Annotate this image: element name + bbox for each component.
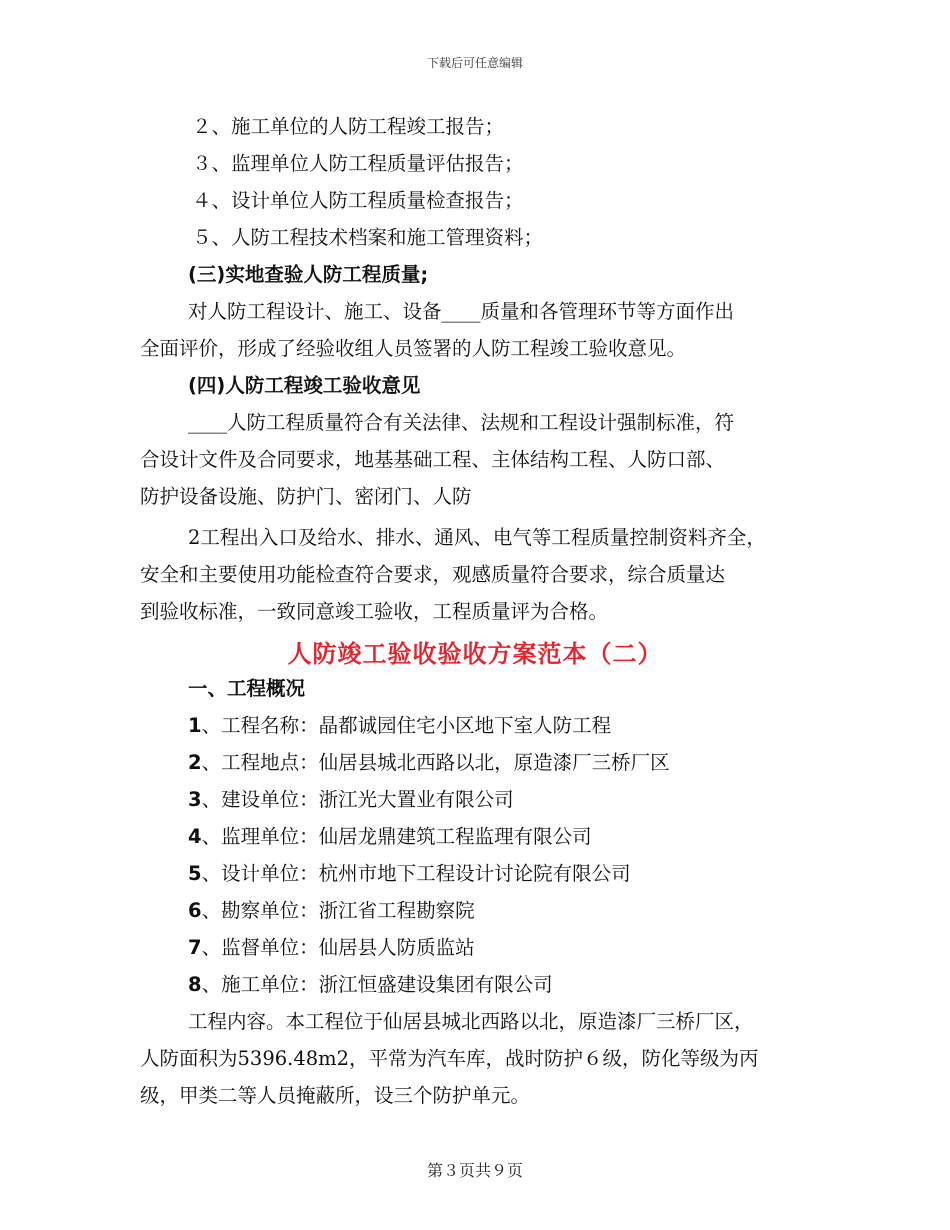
section-heading: (三)实地查验人防工程质量;	[188, 263, 429, 286]
paragraph-line: 2工程出入口及给水、排水、通风、电气等工程质量控制资料齐全，	[188, 526, 766, 549]
paragraph-line: 工程内容。本工程位于仙居县城北西路以北，原造漆厂三桥厂区，	[188, 1010, 754, 1033]
item-text: 、监督单位：仙居县人防质监站	[201, 936, 475, 959]
list-item: ４、设计单位人防工程质量检查报告；	[192, 189, 524, 212]
list-item	[188, 824, 592, 850]
paragraph-line: 合设计文件及合同要求，地基基础工程、主体结构工程、人防口部、	[140, 448, 726, 471]
item-number: 4	[188, 825, 202, 848]
item-number: 3	[188, 788, 202, 811]
item-text: 、施工单位：浙江恒盛建设集团有限公司	[201, 973, 553, 996]
list-item	[188, 861, 631, 887]
item-text: 、勘察单位：浙江省工程勘察院	[201, 899, 475, 922]
paragraph-line: 人防面积为5396.48m2，平常为汽车库，战时防护６级，防化等级为丙	[140, 1047, 759, 1070]
paragraph-line: 防护设备设施、防护门、密闭门、人防	[140, 485, 472, 508]
item-number: 7	[188, 936, 202, 959]
section-heading: 一、工程概况	[188, 677, 306, 700]
page-header: 下载后可任意编辑	[426, 56, 523, 70]
list-item	[188, 750, 670, 776]
list-item	[188, 972, 553, 998]
list-item	[188, 935, 475, 961]
list-item: ２、施工单位的人防工程竣工报告；	[192, 115, 505, 138]
item-text: 、工程地点：仙居县城北西路以北，原造漆厂三桥厂区	[201, 751, 670, 774]
list-item: ３、监理单位人防工程质量评估报告；	[192, 152, 524, 175]
list-item: ５、人防工程技术档案和施工管理资料；	[192, 226, 544, 249]
paragraph-line: 到验收标准，一致同意竣工验收，工程质量评为合格。	[140, 600, 609, 623]
item-number: 5	[188, 862, 202, 885]
paragraph-line: 安全和主要使用功能检查符合要求，观感质量符合要求，综合质量达	[140, 563, 726, 586]
item-number: 2	[188, 751, 202, 774]
paragraph-line: ____人防工程质量符合有关法律、法规和工程设计强制标准，符	[188, 411, 735, 434]
section-heading: (四)人防工程竣工验收意见	[188, 374, 421, 397]
list-item	[188, 713, 611, 739]
item-number: 1	[188, 714, 202, 737]
item-number: 6	[188, 899, 202, 922]
document-title: 人防竣工验收验收方案范本（二）	[287, 640, 663, 668]
item-text: 、设计单位：杭州市地下工程设计讨论院有限公司	[201, 862, 631, 885]
item-text: 、建设单位：浙江光大置业有限公司	[201, 788, 514, 811]
item-text: 、工程名称：晶都诚园住宅小区地下室人防工程	[201, 714, 612, 737]
page-footer: 第３页共９页	[426, 1161, 523, 1180]
list-item	[188, 787, 514, 813]
paragraph-line: 全面评价，形成了经验收组人员签署的人防工程竣工验收意见。	[140, 337, 687, 360]
list-item	[188, 898, 475, 924]
item-number: 8	[188, 973, 202, 996]
item-text: 、监理单位：仙居龙鼎建筑工程监理有限公司	[201, 825, 592, 848]
paragraph-line: 级，甲类二等人员掩蔽所，设三个防护单元。	[140, 1084, 531, 1107]
paragraph-line: 对人防工程设计、施工、设备____质量和各管理环节等方面作出	[188, 300, 735, 323]
